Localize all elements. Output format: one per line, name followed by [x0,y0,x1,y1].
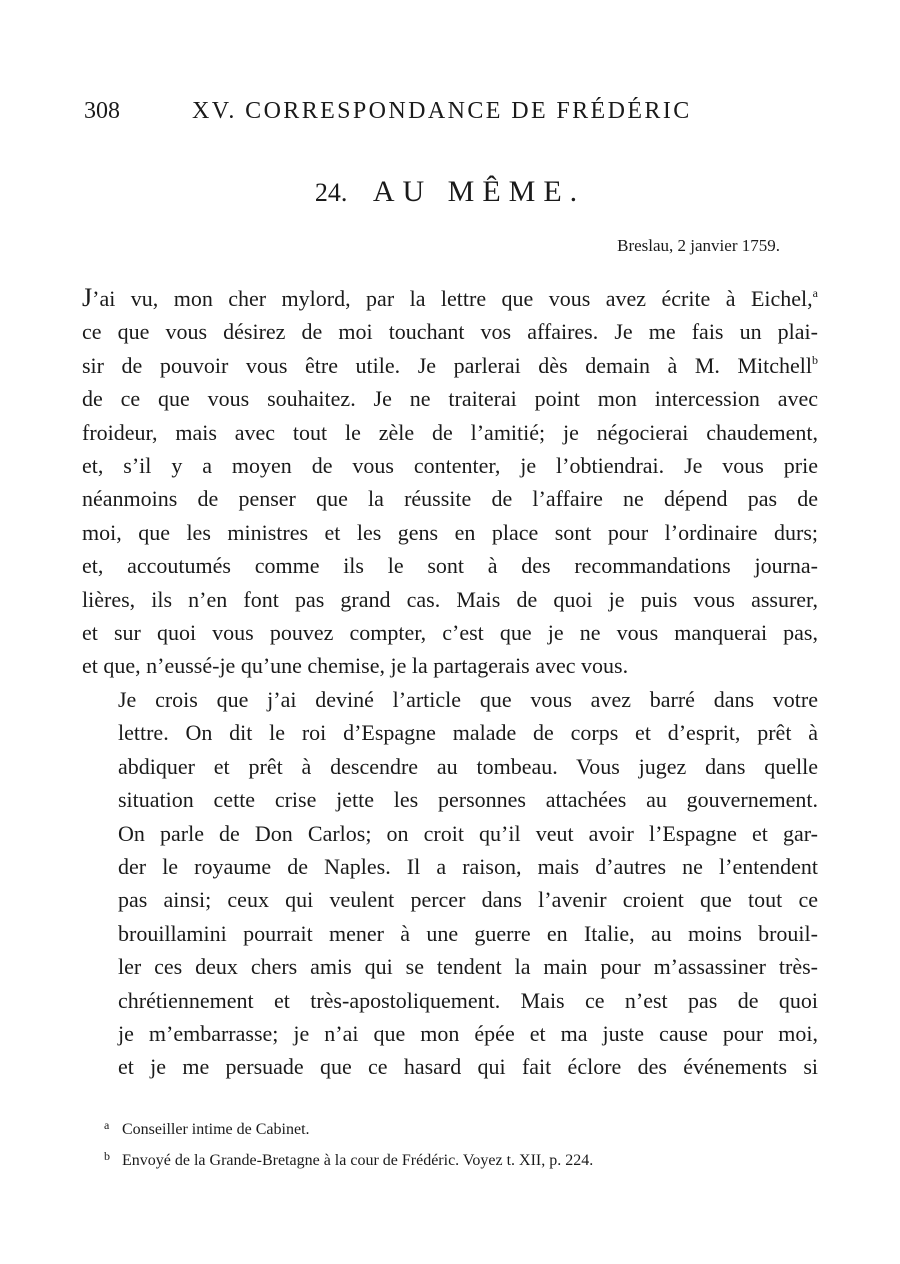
text-line: lières, ils n’en font pas grand cas. Mais de quoi je puis vous assurer, [82,586,818,612]
text-line: et que, n’eussé-je qu’une chemise, je la partagerais avec vous. [82,653,629,679]
text-line: je m’embarrasse; je n’ai que mon épée et ma juste cause pour moi, [118,1020,818,1046]
letter-body [82,281,818,1084]
footnote-text: Envoyé de la Grande-Bretagne à la cour de Frédéric. Voyez t. XII, p. 224. [122,1152,594,1169]
text-line: chrétiennement et très-apostoliquement. Mais ce n’est pas de quoi [118,987,818,1013]
footnote-a [104,1112,804,1143]
letter-heading: AU MÊME. [372,175,586,208]
text-line: lettre. On dit le roi d’Espagne malade de corps et d’esprit, prêt à [118,720,818,746]
text-line: et je me persuade que ce hasard qui fait éclore des événements si [118,1054,818,1080]
paragraph-2 [82,683,818,1084]
text-line: de ce que vous souhaitez. Je ne traiterai point mon intercession avec [82,386,818,412]
text-line: brouillamini pourrait mener à une guerre en Italie, au moins brouil- [118,920,818,946]
footnote-text: Conseiller intime de Cabinet. [122,1121,310,1138]
text-line: ce que vous désirez de moi touchant vos affaires. Je me fais un plai- [82,319,818,345]
text-line: J’ai vu, mon cher mylord, par la lettre que vous avez écrite à Eichel,$^a$ [82,283,818,312]
text-line: sir de pouvoir vous être utile. Je parlerai dès demain à M. Mitchell$^b$ [82,352,818,378]
dateline: Breslau, 2 janvier 1759. [617,236,780,255]
footnote-ref-b: b [812,352,818,367]
letter-title [0,175,900,209]
text-line: Je crois que j’ai deviné l’article que vous avez barré dans votre [118,686,818,712]
text-line: situation cette crise jette les personnes attachées au gouvernement. [118,787,818,813]
text-line: froideur, mais avec tout le zèle de l’amitié; je négocierai chaudement, [82,419,818,445]
footnote-b [104,1143,804,1174]
text-line: et, accoutumés comme ils le sont à des recommandations journa- [82,553,818,579]
text-line: ler ces deux chers amis qui se tendent la main pour m’assassiner très- [118,954,818,980]
text-line: moi, que les ministres et les gens en place sont pour l’ordinaire durs; [82,519,818,545]
text-line: et, s’il y a moyen de vous contenter, je l’obtiendrai. Je vous prie [82,453,818,479]
letter-number: 24. [314,178,348,207]
footnote-ref-a: a [812,286,818,300]
text-line: néanmoins de penser que la réussite de l’affaire ne dépend pas de [82,486,818,512]
paragraph-1 [82,281,818,683]
page-number: 308 [84,98,120,124]
running-title: XV. CORRESPONDANCE DE FRÉDÉRIC [192,98,692,124]
footnote-marker: b [104,1149,110,1163]
footnotes [104,1112,804,1174]
text-line: On parle de Don Carlos; on croit qu’il veut avoir l’Espagne et gar- [118,820,818,846]
text-line: pas ainsi; ceux qui veulent percer dans l’avenir croient que tout ce [118,887,818,913]
text-line: der le royaume de Naples. Il a raison, mais d’autres ne l’entendent [118,853,818,879]
footnote-marker: a [104,1118,110,1132]
running-head [84,98,824,125]
initial-letter: J [82,283,93,312]
text-line: et sur quoi vous pouvez compter, c’est que je ne vous manquerai pas, [82,620,818,646]
text-line: abdiquer et prêt à descendre au tombeau. Vous jugez dans quelle [118,753,818,779]
